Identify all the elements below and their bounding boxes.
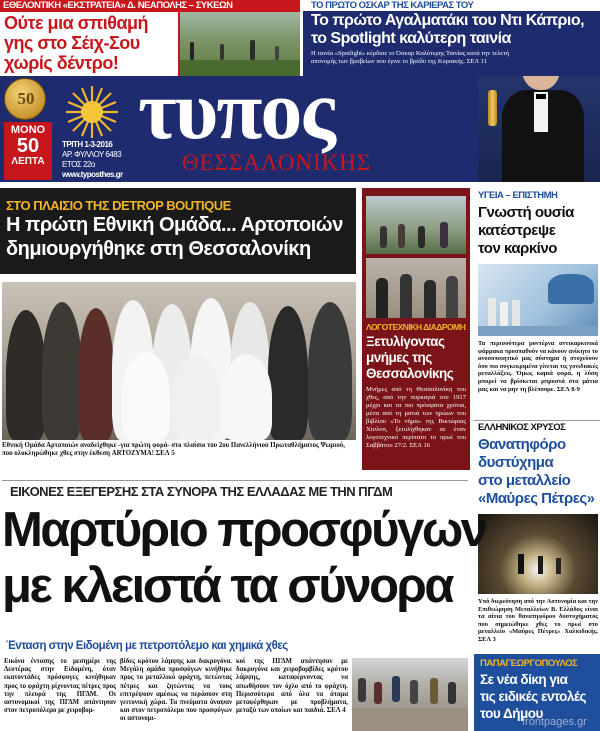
issue-number: ΑΡ. ΦΥΛΛΟΥ 6483 [62, 150, 122, 159]
issue-date: ΤΡΙΤΗ 1-3-2016 [62, 140, 113, 149]
website[interactable]: www.typosthes.gr [62, 170, 123, 179]
refugees-subhead: Ένταση στην Ειδομένη με πετροπόλεμο και χημικά χθες [6, 640, 288, 652]
issue-year: ΕΤΟΣ 22ο [62, 160, 95, 169]
top-left-kicker: ΕΘΕΛΟΝΤΙΚΗ «ΕΚΣΤΡΑΤΕΙΑ» Δ. ΝΕΑΠΟΛΗΣ – ΣΥΚΕΩΝ [3, 0, 233, 11]
coin-icon [4, 78, 46, 120]
gold-kicker: ΕΛΛΗΝΙΚΟΣ ΧΡΥΣΟΣ [478, 422, 566, 433]
gold-headline-3: στο μεταλλείο [478, 472, 571, 489]
price-badge [4, 122, 52, 180]
bakers-headline-1: Η πρώτη Εθνική Ομάδα... Αρτοποιών [6, 214, 343, 236]
bakers-story[interactable] [0, 188, 358, 470]
literary-photo-2 [366, 258, 466, 318]
refugees-headline-2: με κλειστά τα σύνορα [2, 559, 452, 613]
gold-headline-1: Θανατηφόρο [478, 436, 566, 453]
top-left-headline-1: Ούτε μια σπιθαμή [4, 13, 149, 33]
price-label: ΜΟΝΟ [10, 124, 46, 136]
top-right-teaser[interactable] [303, 0, 600, 76]
gold-headline-2: δυστύχημα [478, 454, 554, 471]
literary-headline-2: μνήμες της [366, 350, 432, 365]
mine-tunnel-photo [478, 514, 598, 594]
bakers-kicker: ΣΤΟ ΠΛΑΙΣΙΟ ΤΗΣ DETROP BOUTIQUE [6, 198, 231, 213]
bakers-headline-2: δημιουργήθηκε στη Θεσσαλονίκη [6, 238, 311, 260]
masthead-title: τυπος [138, 64, 334, 157]
literary-kicker: ΛΟΓΟΤΕΧΝΙΚΗ ΔΙΑΔΡΟΜΗ [366, 322, 466, 332]
dicaprio-photo [478, 76, 600, 182]
literary-headline-3: Θεσσαλονίκης [366, 366, 454, 381]
masthead [0, 64, 600, 182]
masthead-subtitle: ΘΕΣΣΑΛΟΝΙΚΗΣ [182, 150, 372, 175]
refugees-col-1: Εικόνα έντασης το μεσημέρι της Δευτέρας στην Ειδομένη, όταν εκατοντάδες πρόσφυγες κινήθηκαν προς το φράχτη ρίχνοντας πέτρες προς την πλευρά της ΠΓΔΜ. Οι αστυνομικοί της ΠΓΔΜ απάντησαν στον πετροπόλεμο με χειροβομ- [4, 658, 116, 715]
top-right-kicker: ΤΟ ΠΡΩΤΟ ΟΣΚΑΡ ΤΗΣ ΚΑΡΙΕΡΑΣ ΤΟΥ [311, 0, 474, 11]
top-right-body: Η ταινία «Spotlight» κέρδισε το Όσκαρ Καλύτερης Ταινίας κατά την τελετή απονομής των βραβείων που έγινε το βράδυ της Κυριακής. ΣΕΛ 11 [311, 50, 510, 65]
literary-headline-1: Ξετυλίγοντας [366, 334, 445, 349]
literary-story[interactable] [362, 188, 470, 470]
bakers-team-photo [2, 282, 356, 440]
refugees-col-3: κοί της ΠΓΔΜ απάντησαν με δακρυγόνα και χειροβομβίδες κρότου λάμψης, καταφέρνοντας να απωθήσουν τον όχλο από το φράχτη. Περισσότερα από όλα τα άτομα μεταφέρθηκαν με προβλήματα, μεταξύ των οποίων και παιδιά. ΣΕΛ 4 [236, 658, 348, 715]
coin-value: 50 [17, 89, 35, 108]
gold-headline-4: «Μαύρες Πέτρες» [478, 490, 595, 507]
sun-logo-icon [64, 84, 120, 140]
gold-mine-story[interactable] [474, 420, 600, 652]
health-headline-3: τον καρκίνο [478, 240, 557, 257]
idomeni-photo [352, 658, 468, 731]
health-story[interactable] [474, 188, 600, 420]
refugees-headline-1: Μαρτύριο προσφύγων [2, 503, 486, 557]
health-kicker: ΥΓΕΙΑ – ΕΠΙΣΤΗΜΗ [478, 190, 558, 201]
price-value: 50 [16, 135, 40, 157]
price-unit: ΛΕΠΤΑ [11, 156, 45, 167]
papageorgopoulos-headline-2: τις ειδικές εντολές [480, 689, 586, 704]
top-left-headline-3: χωρίς δέντρο! [4, 53, 119, 73]
health-headline-2: κατέστρεψε [478, 222, 556, 239]
refugees-kicker: ΕΙΚΟΝΕΣ ΕΞΕΓΕΡΣΗΣ ΣΤΑ ΣΥΝΟΡΑ ΤΗΣ ΕΛΛΑΔΑΣ ΜΕ ΤΗΝ ΠΓΔΜ [10, 484, 393, 499]
papageorgopoulos-headline-3: του Δήμου [480, 706, 543, 721]
literary-body: Μνήμες από τη Θεσσαλονίκη του χθες, από την πυρκαγιά του 1917 μέχρι και τα πιο πρόσφατα χρόνια, μέσα από τη ματιά των ηρώων του βιβλίου «Το νήμα» της Βικτώριας Χίσλοπ, ξετυλίχθηκαν σε έναν λογοτεχνικό περίπατο το πρωί του Σαββάτου 27/2. ΣΕΛ 16 [366, 386, 466, 449]
health-body: Τα περισσότερα μοντέρνα αντικαρκινικά φάρμακα προσπαθούν να κάνουν ανίκητο το ανοσοποιητικό μας σύστημα ή στοχεύουν όσο πιο συγκεκριμένα γίνεται τις γονιδιακές μεταλλάξεις. Όμως καμιά φορά, η λύση μπορεί να βρίσκεται μπροστά στα μάτια μας και να μην τη βλέπουμε. ΣΕΛ 8-9 [478, 340, 598, 393]
refugees-col-2: βίδες κρότου λάμψης και δακρυγόνα. Μεγάλη ομάδα προσφύγων κινήθηκε προς το μεταλλικό φράχτη, πετώντας πέτρες και ζητώντας να τους επιτρέψουν αμέσως να περάσουν στη γειτονική χώρα. Τα πνεύματα άναψαν και στον πετροπόλεμο που προσφύγων οι αστυνομι- [120, 658, 232, 723]
papageorgopoulos-story[interactable] [474, 654, 600, 731]
refugees-story[interactable] [0, 474, 486, 731]
health-headline-1: Γνωστή ουσία [478, 204, 574, 221]
bakers-caption: Εθνική Ομάδα Αρτοποιών αναδείχθηκε -για πρώτη φορά- στο πλαίσιο του 2ου Πανελλήνιου Πρωταθλήματος Ψωμιού, που ολοκληρώθηκε χθες στην έκθεση ARTOZYMA! ΣΕΛ 5 [2, 442, 346, 457]
papageorgopoulos-headline-1: Σε νέα δίκη για [480, 672, 568, 687]
literary-photo-1 [366, 196, 466, 254]
watermark: frontpages.gr [522, 716, 587, 728]
lab-photo [478, 264, 598, 336]
top-left-headline-2: γης στο Σέιχ-Σου [4, 33, 140, 53]
gold-body: Υπό διερεύνηση από την Αστυνομία και την Επιθεώρηση Μεταλλείων Β. Ελλάδος είναι τα αίτια του θανατηφόρου δυστυχήματος που σημειώθηκε χθες το πρωί στο μεταλλείο «Μαύρες Πέτρες» Χαλκιδικής. ΣΕΛ 3 [478, 598, 598, 643]
top-right-headline-2: το Spotlight καλύτερη ταινία [311, 30, 511, 47]
papageorgopoulos-kicker: ΠΑΠΑΓΕΩΡΓΟΠΟΥΛΟΣ [480, 658, 578, 669]
top-right-headline-1: Το πρώτο Αγαλματάκι του Ντι Κάπριο, [311, 12, 585, 29]
